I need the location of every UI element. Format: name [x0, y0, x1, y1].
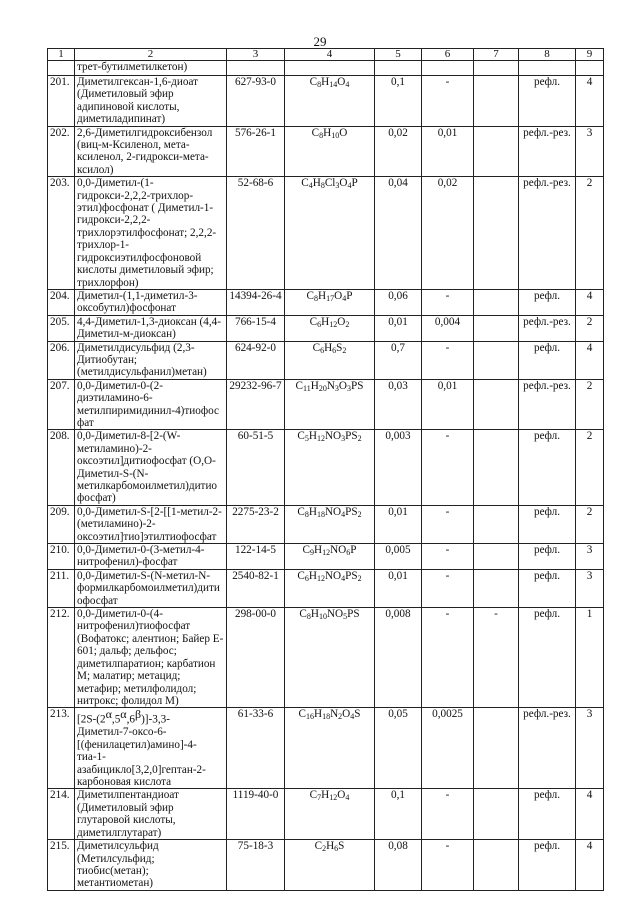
cas-number: 61-33-6 — [227, 708, 285, 789]
col-8-value: рефл.-рез. — [519, 177, 576, 290]
continuation-text: трет-бутилметилкетон) — [75, 61, 227, 76]
col-8-value: рефл. — [519, 789, 576, 840]
col-7-value — [474, 430, 519, 505]
col-6-value: - — [422, 430, 474, 505]
formula: $C_8H_{10}O$ — [285, 126, 375, 177]
table-row — [48, 708, 604, 789]
table-row — [48, 315, 604, 341]
cas-number: 766-15-4 — [227, 315, 285, 341]
table-row — [48, 126, 604, 177]
col-5-value: 0,7 — [375, 341, 422, 379]
col-6-value: 0,004 — [422, 315, 474, 341]
col-8-value: рефл.-рез. — [519, 126, 576, 177]
cas-number: 52-68-6 — [227, 177, 285, 290]
substance-name: 0,0-Диметил-S-[2-[[1-метил-2-(метиламино)-2-оксоэтил]тио]этилтиофосфат — [75, 505, 227, 543]
col-6-value: - — [422, 789, 474, 840]
col-7-value — [474, 708, 519, 789]
substance-name: Диметил-(1,1-диметил-3-оксобутил)фосфонат — [75, 289, 227, 315]
formula: $C_8H_{17}O_4P$ — [285, 289, 375, 315]
cas-number: 2540-82-1 — [227, 569, 285, 607]
substance-name: Диметилдисульфид (2,3-Дитиобутан; (метилдисульфанил)метан) — [75, 341, 227, 379]
col-9-value: 4 — [576, 341, 604, 379]
formula: $C_{16}H_{18}N_2O_4S$ — [285, 708, 375, 789]
col-9-value: 3 — [576, 544, 604, 570]
row-number: 206. — [48, 341, 75, 379]
col-header-6: 6 — [422, 49, 474, 61]
cas-number: 576-26-1 — [227, 126, 285, 177]
col-7-value — [474, 289, 519, 315]
col-5-value: 0,01 — [375, 569, 422, 607]
substance-name: Диметилсульфид (Метилсульфид; тиобис(метан); метантиометан) — [75, 840, 227, 891]
table-row — [48, 608, 604, 708]
col-8-value: рефл. — [519, 505, 576, 543]
table-row — [48, 789, 604, 840]
table-row — [48, 341, 604, 379]
col-5-value: 0,02 — [375, 126, 422, 177]
formula: $C_{11}H_{20}N_3O_3PS$ — [285, 379, 375, 430]
table-row — [48, 177, 604, 290]
col-8-value: рефл.-рез. — [519, 379, 576, 430]
row-number: 202. — [48, 126, 75, 177]
row-number: 203. — [48, 177, 75, 290]
col-9-value: 3 — [576, 569, 604, 607]
cas-number: 298-00-0 — [227, 608, 285, 708]
table-row — [48, 569, 604, 607]
substance-name: 0,0-Диметил-0-(3-метил-4-нитрофенил)-фосфат — [75, 544, 227, 570]
formula: $C_8H_{18}NO_4PS_2$ — [285, 505, 375, 543]
substance-name: 4,4-Диметил-1,3-диоксан (4,4-Диметил-м-диоксан) — [75, 315, 227, 341]
substance-name: $[2S-(2^\alpha,5^\alpha,6^\beta)]-3,3-Диметил-7-оксо-6-[(фенилацетил)амино]-4-тиа-1-азабицикло[3,2,0]гептан-2$-карбоновая кислота — [75, 708, 227, 789]
substance-name: 0,0-Диметил-0-(2-диэтиламино-6-метилпиримидинил-4)тиофосфат — [75, 379, 227, 430]
table-row — [48, 76, 604, 127]
col-header-5: 5 — [375, 49, 422, 61]
col-8-value: рефл. — [519, 840, 576, 891]
col-6-value: - — [422, 505, 474, 543]
col-7-value: - — [474, 608, 519, 708]
col-6-value: - — [422, 289, 474, 315]
row-number: 210. — [48, 544, 75, 570]
table-row — [48, 430, 604, 505]
col-9-value: 2 — [576, 315, 604, 341]
col-header-9: 9 — [576, 49, 604, 61]
col-8-value: рефл. — [519, 76, 576, 127]
cas-number: 624-92-0 — [227, 341, 285, 379]
col-header-2: 2 — [75, 49, 227, 61]
cas-number: 627-93-0 — [227, 76, 285, 127]
continuation-row — [48, 61, 604, 76]
col-8-value: рефл. — [519, 430, 576, 505]
col-9-value: 2 — [576, 505, 604, 543]
col-6-value: - — [422, 544, 474, 570]
formula: $C_4H_8Cl_3O_4P$ — [285, 177, 375, 290]
col-9-value: 4 — [576, 289, 604, 315]
col-7-value — [474, 789, 519, 840]
col-header-1: 1 — [48, 49, 75, 61]
col-5-value: 0,008 — [375, 608, 422, 708]
cas-number: 14394-26-4 — [227, 289, 285, 315]
row-number: 215. — [48, 840, 75, 891]
formula: $C_6H_{12}O_2$ — [285, 315, 375, 341]
formula: $C_7H_{12}O_4$ — [285, 789, 375, 840]
cas-number: 75-18-3 — [227, 840, 285, 891]
col-7-value — [474, 505, 519, 543]
substance-name: 0,0-Диметил-0-(4-нитрофенил)тиофосфат (Вофатокс; алентион; Байер E-601; дальф; дельфос; диметилпаратион; карбатион М; малатир; метацид; метафир; метилфолидол; нитрокс; фолидол М) — [75, 608, 227, 708]
header-row — [48, 49, 604, 61]
col-6-value: - — [422, 341, 474, 379]
col-header-3: 3 — [227, 49, 285, 61]
col-header-8: 8 — [519, 49, 576, 61]
cas-number: 60-51-5 — [227, 430, 285, 505]
col-5-value: 0,1 — [375, 76, 422, 127]
substance-name: Диметилгексан-1,6-диоат (Диметиловый эфир адипиновой кислоты, диметиладипинат) — [75, 76, 227, 127]
col-7-value — [474, 569, 519, 607]
substance-name: 2,6-Диметилгидроксибензол (виц-м-Ксиленол, мета-ксиленол, 2-гидрокси-мета-ксилол) — [75, 126, 227, 177]
substance-name: Диметилпентандиоат (Диметиловый эфир глутаровой кислоты, диметилглутарат) — [75, 789, 227, 840]
table-row — [48, 289, 604, 315]
col-5-value: 0,1 — [375, 789, 422, 840]
col-9-value: 1 — [576, 608, 604, 708]
col-5-value: 0,01 — [375, 315, 422, 341]
formula: $C_6H_6S_2$ — [285, 341, 375, 379]
substance-name: 0,0-Диметил-8-[2-(W-метиламино)-2-оксоэтил]дитиофосфат (O,O-Диметил-S-(N-метилкарбомоилметил)дитиофосфат) — [75, 430, 227, 505]
row-number: 211. — [48, 569, 75, 607]
col-5-value: 0,06 — [375, 289, 422, 315]
formula: $C_9H_{12}NO_6P$ — [285, 544, 375, 570]
col-9-value: 2 — [576, 430, 604, 505]
substances-table — [47, 48, 604, 891]
page-number: 29 — [313, 34, 327, 49]
col-5-value: 0,03 — [375, 379, 422, 430]
col-7-value — [474, 177, 519, 290]
table-row — [48, 840, 604, 891]
col-5-value: 0,08 — [375, 840, 422, 891]
row-number: 212. — [48, 608, 75, 708]
col-9-value: 3 — [576, 126, 604, 177]
col-6-value: 0,01 — [422, 126, 474, 177]
col-8-value: рефл. — [519, 569, 576, 607]
col-9-value: 4 — [576, 76, 604, 127]
col-7-value — [474, 544, 519, 570]
formula: $C_8H_{10}NO_5PS$ — [285, 608, 375, 708]
col-9-value: 2 — [576, 177, 604, 290]
cas-number: 29232-96-7 — [227, 379, 285, 430]
col-8-value: рефл. — [519, 289, 576, 315]
row-number: 209. — [48, 505, 75, 543]
formula: $C_6H_{12}NO_4PS_2$ — [285, 569, 375, 607]
substance-name: 0,0-Диметил-S-(N-метил-N-формилкарбомоилметил)дитиофосфат — [75, 569, 227, 607]
table-row — [48, 544, 604, 570]
cas-number: 1119-40-0 — [227, 789, 285, 840]
col-6-value: - — [422, 76, 474, 127]
col-6-value: 0,01 — [422, 379, 474, 430]
col-5-value: 0,005 — [375, 544, 422, 570]
col-7-value — [474, 379, 519, 430]
col-header-4: 4 — [285, 49, 375, 61]
row-number: 201. — [48, 76, 75, 127]
row-number: 214. — [48, 789, 75, 840]
col-6-value: 0,0025 — [422, 708, 474, 789]
formula: $C_2H_6S$ — [285, 840, 375, 891]
col-7-value — [474, 315, 519, 341]
col-8-value: рефл. — [519, 544, 576, 570]
col-9-value: 3 — [576, 708, 604, 789]
col-9-value: 4 — [576, 789, 604, 840]
col-5-value: 0,04 — [375, 177, 422, 290]
col-8-value: рефл. — [519, 608, 576, 708]
cas-number: 122-14-5 — [227, 544, 285, 570]
col-9-value: 2 — [576, 379, 604, 430]
formula: $C_5H_{12}NO_3PS_2$ — [285, 430, 375, 505]
col-7-value — [474, 341, 519, 379]
col-5-value: 0,003 — [375, 430, 422, 505]
col-6-value: - — [422, 608, 474, 708]
substance-name: 0,0-Диметил-(1-гидрокси-2,2,2-трихлор-этил)фосфонат ( Диметил-1-гидрокси-2,2,2-трихлорэтилфосфонат; 2,2,2-трихлор-1-гидроксиэтилфосфоновой кислоты диметиловый эфир; трихлорфон) — [75, 177, 227, 290]
col-6-value: - — [422, 569, 474, 607]
row-number: 204. — [48, 289, 75, 315]
col-8-value: рефл.-рез. — [519, 708, 576, 789]
formula: $C_8H_{14}O_4$ — [285, 76, 375, 127]
row-number: 208. — [48, 430, 75, 505]
table-row — [48, 379, 604, 430]
col-5-value: 0,05 — [375, 708, 422, 789]
col-5-value: 0,01 — [375, 505, 422, 543]
col-7-value — [474, 126, 519, 177]
col-6-value: - — [422, 840, 474, 891]
col-9-value: 4 — [576, 840, 604, 891]
col-7-value — [474, 76, 519, 127]
col-7-value — [474, 840, 519, 891]
table-row — [48, 505, 604, 543]
row-number: 207. — [48, 379, 75, 430]
cas-number: 2275-23-2 — [227, 505, 285, 543]
col-8-value: рефл. — [519, 341, 576, 379]
row-number: 213. — [48, 708, 75, 789]
col-8-value: рефл.-рез. — [519, 315, 576, 341]
col-6-value: 0,02 — [422, 177, 474, 290]
row-number: 205. — [48, 315, 75, 341]
col-header-7: 7 — [474, 49, 519, 61]
